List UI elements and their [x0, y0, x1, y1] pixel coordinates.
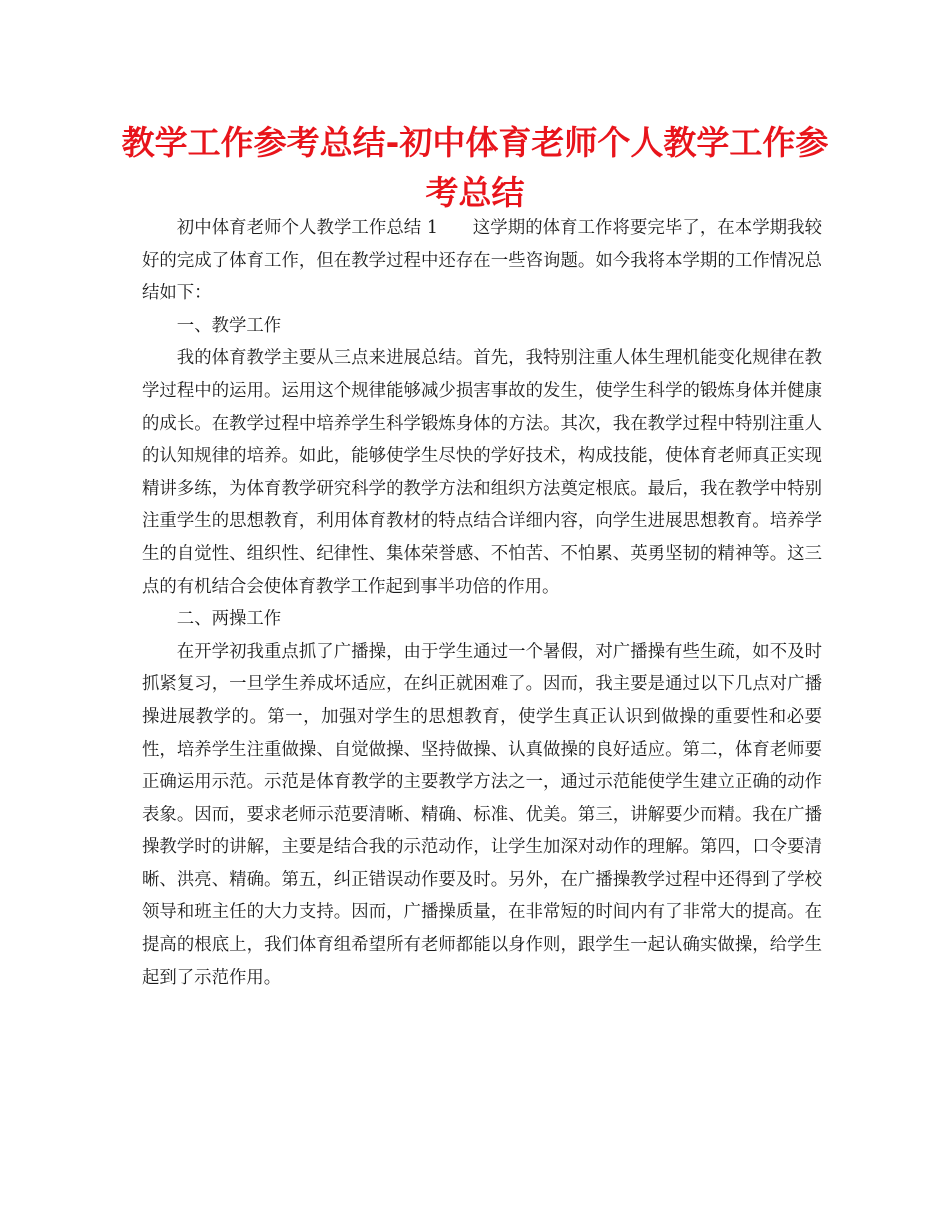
intro-paragraph	[142, 212, 822, 310]
section-paragraph-teaching: 我的体育教学主要从三点来进展总结。首先，我特别注重人体生理机能变化规律在教学过程中的运用。运用这个规律能够减少损害事故的发生，使学生科学的锻炼身体并健康的成长。在教学过程中培养学生科学锻炼身体的方法。其次，我在教学过程中特别注重人的认知规律的培养。如此，能够使学生尽快的学好技术，构成技能，使体育老师真正实现精讲多练，为体育教学研究科学的教学方法和组织方法奠定根底。最后，我在教学中特别注重学生的思想教育，利用体育教材的特点结合详细内容，向学生进展思想教育。培养学生的自觉性、组织性、纪律性、集体荣誉感、不怕苦、不怕累、英勇坚韧的精神等。这三点的有机结合会使体育教学工作起到事半功倍的作用。	[142, 348, 822, 597]
document-title: 教学工作参考总结-初中体育老师个人教学工作参考总结	[121, 123, 829, 212]
section-heading-exercises: 二、两操工作	[176, 609, 282, 630]
document-body	[142, 212, 822, 994]
intro-text: 这学期的体育工作将要完毕了，在本学期我较好的完成了体育工作，但在教学过程中还存在一些咨询题。如今我将本学期的工作情况总结如下：	[142, 218, 822, 304]
intro-heading: 初中体育老师个人教学工作总结 1	[176, 218, 438, 238]
section-heading-teaching: 一、教学工作	[176, 315, 282, 336]
section-paragraph-exercises: 在开学初我重点抓了广播操，由于学生通过一个暑假，对广播操有些生疏，如不及时抓紧复习，一旦学生养成坏适应，在纠正就困难了。因而，我主要是通过以下几点对广播操进展教学的。第一，加强对学生的思想教育，使学生真正认识到做操的重要性和必要性，培养学生注重做操、自觉做操、坚持做操、认真做操的良好适应。第二，体育老师要正确运用示范。示范是体育教学的主要教学方法之一，通过示范能使学生建立正确的动作表象。因而，要求老师示范要清晰、精确、标准、优美。第三，讲解要少而精。我在广播操教学时的讲解，主要是结合我的示范动作，让学生加深对动作的理解。第四，口令要清晰、洪亮、精确。第五，纠正错误动作要及时。另外，在广播操教学过程中还得到了学校领导和班主任的大力支持。因而，广播操质量，在非常短的时间内有了非常大的提高。在提高的根底上，我们体育组希望所有老师都能以身作则，跟学生一起认确实做操，给学生起到了示范作用。	[142, 641, 822, 988]
